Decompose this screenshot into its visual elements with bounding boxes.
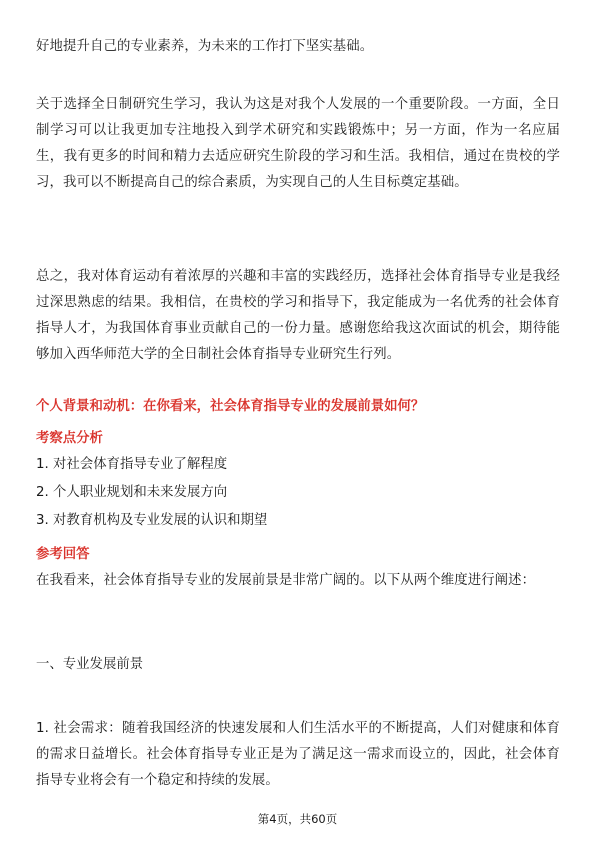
analysis-point-2: 2. 个人职业规划和未来发展方向 <box>36 485 228 500</box>
page-number: 第4页，共60页 <box>257 812 338 826</box>
analysis-point-3: 3. 对教育机构及专业发展的认识和期望 <box>36 513 268 528</box>
question-title: 个人背景和动机：在你看来，社会体育指导专业的发展前景如何？ <box>36 399 425 414</box>
analysis-heading: 考察点分析 <box>36 431 103 446</box>
section-paragraph-social-demand: 1. 社会需求：随着我国经济的快速发展和人们生活水平的不断提高，人们对健康和体育的需求日益增长。社会体育指导专业正是为了满足这一需求而设立的，因此，社会体育指导专业将会有一个稳定和持续的发展。 <box>36 721 560 788</box>
paragraph-conclusion: 总之，我对体育运动有着浓厚的兴趣和丰富的实践经历，选择社会体育指导专业是我经过深思熟虑的结果。我相信，在贵校的学习和指导下，我定能成为一名优秀的社会体育指导人才，为我国体育事业贡献自己的一份力量。感谢您给我这次面试的机会，期待能够加入西华师范大学的全日制社会体育指导专业研究生行列。 <box>36 269 560 362</box>
section-heading: 一、专业发展前景 <box>36 657 144 672</box>
analysis-point-1: 1. 对社会体育指导专业了解程度 <box>36 457 228 472</box>
answer-heading: 参考回答 <box>36 547 90 562</box>
paragraph-fulltime-study: 关于选择全日制研究生学习，我认为这是对我个人发展的一个重要阶段。一方面，全日制学习可以让我更加专注地投入到学术研究和实践锻炼中；另一方面，作为一名应届生，我有更多的时间和精力去适应研究生阶段的学习和生活。我相信，通过在贵校的学习，我可以不断提高自己的综合素质，为实现自己的人生目标奠定基础。 <box>36 97 560 190</box>
paragraph-continuation: 好地提升自己的专业素养，为未来的工作打下坚实基础。 <box>36 39 374 54</box>
answer-intro: 在我看来，社会体育指导专业的发展前景是非常广阔的。以下从两个维度进行阐述： <box>36 573 536 588</box>
